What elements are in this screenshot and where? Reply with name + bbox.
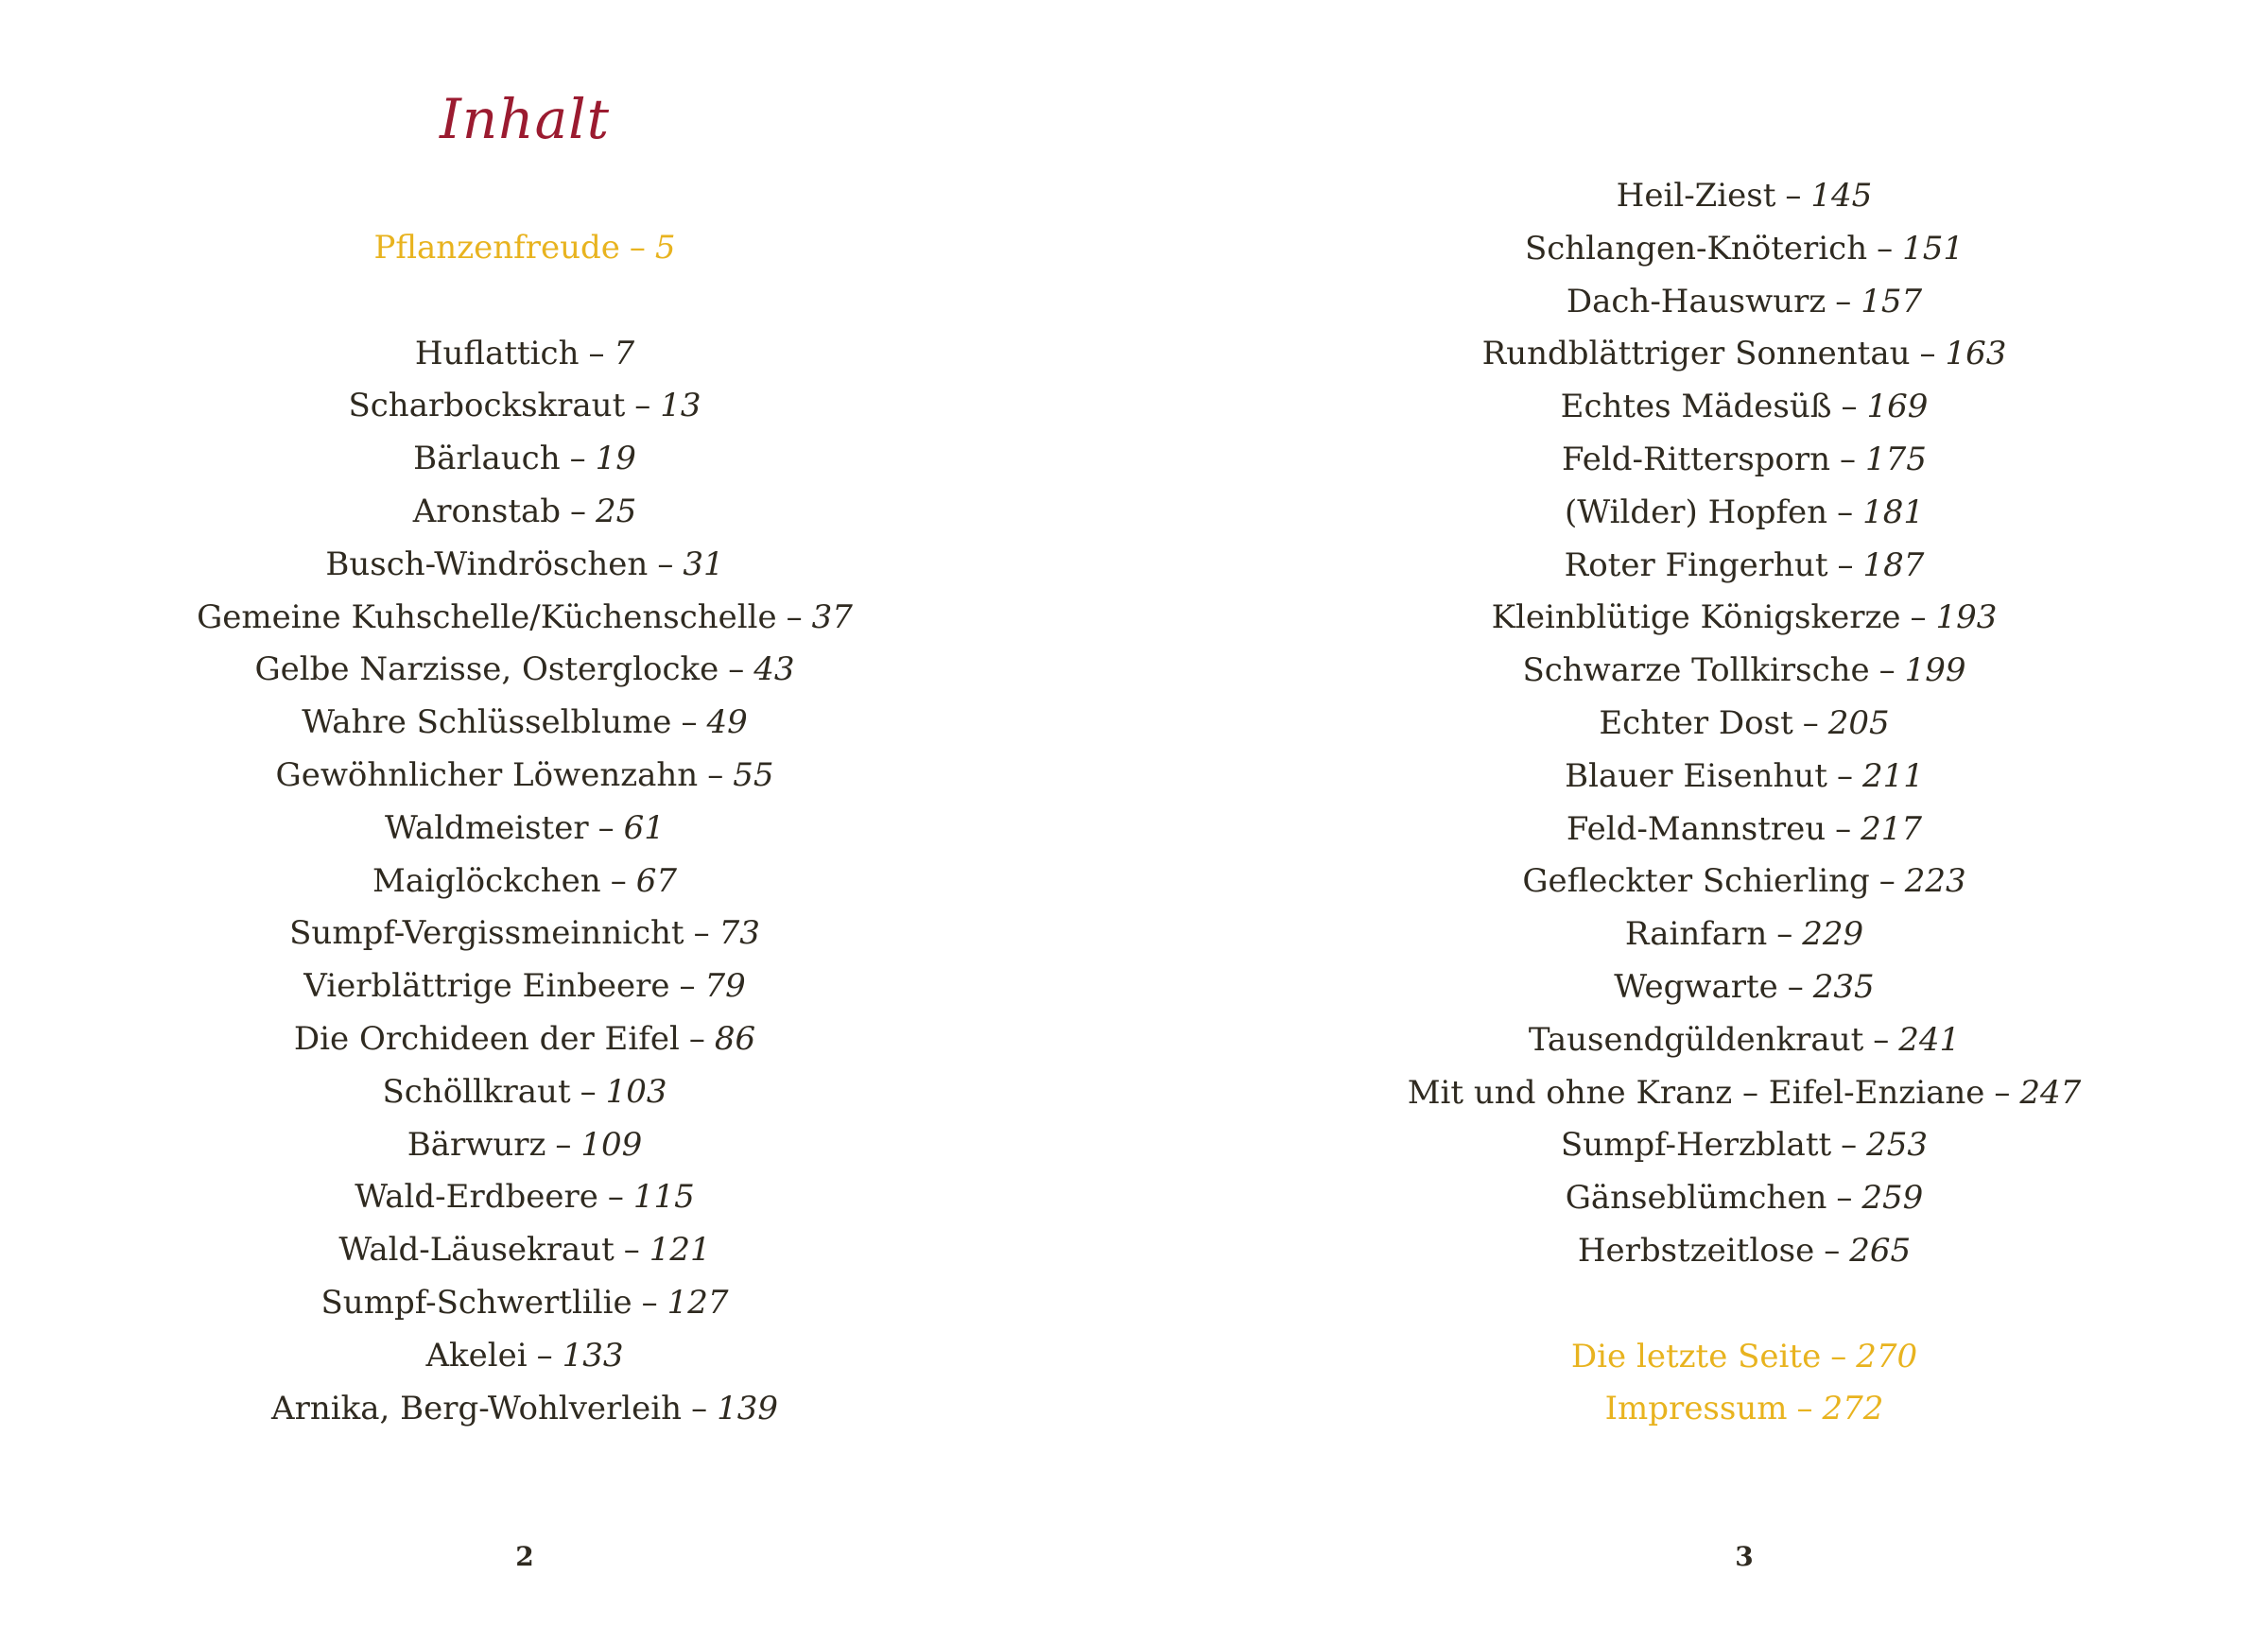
toc-entry-page: 169 — [1866, 388, 1929, 426]
toc-entry-dash: – — [728, 650, 745, 689]
toc-entry[interactable] — [0, 539, 1049, 592]
toc-entry[interactable] — [0, 433, 1049, 486]
toc-entry-page: 259 — [1861, 1179, 1924, 1218]
toc-entry-page: 211 — [1861, 756, 1924, 795]
toc-entry-dash: – — [555, 1125, 572, 1164]
toc-entry-dash: – — [1835, 809, 1852, 848]
toc-entry-page: 19 — [595, 440, 636, 478]
toc-entry-page: 31 — [683, 545, 724, 583]
toc-entry-label: Herbstzeitlose — [1577, 1231, 1815, 1270]
toc-entry[interactable] — [1220, 751, 2268, 804]
toc-entry-dash: – — [641, 1283, 658, 1322]
toc-entry-dash: – — [679, 967, 696, 1006]
toc-entry-dash: – — [1836, 1179, 1853, 1218]
toc-entry[interactable] — [1220, 276, 2268, 329]
toc-entry[interactable] — [1220, 1225, 2268, 1278]
toc-entry-dash: – — [1840, 440, 1857, 478]
toc-entry-page: 139 — [717, 1389, 778, 1427]
toc-entry-page: 270 — [1856, 1337, 1918, 1375]
toc-entry-label: Sumpf-Schwertlilie — [320, 1283, 632, 1322]
toc-entry-label: Rundblättriger Sonnentau — [1481, 335, 1911, 373]
toc-entry-label: Gelbe Narzisse, Osterglocke — [254, 650, 719, 689]
toc-entry-label: Gefleckter Schierling — [1522, 862, 1870, 901]
toc-entry-dash: – — [691, 1389, 708, 1427]
toc-entry[interactable] — [1220, 856, 2268, 908]
toc-entry-dash: – — [693, 914, 710, 953]
toc-entry[interactable] — [0, 592, 1049, 645]
toc-entry-page: 86 — [714, 1019, 756, 1058]
left-page — [0, 0, 1049, 1626]
toc-entry-page: 205 — [1827, 703, 1890, 742]
toc-entry-label: Impressum — [1604, 1390, 1788, 1428]
toc-entry-dash: – — [1994, 1073, 2011, 1112]
toc-entry-dash: – — [681, 703, 698, 742]
toc-entry-dash: – — [1785, 177, 1802, 215]
toc-entry-dash: – — [1836, 756, 1853, 795]
toc-entry-label: Dach-Hauswurz — [1566, 282, 1827, 320]
toc-entry[interactable] — [0, 328, 1049, 381]
toc-entry-page: 151 — [1902, 229, 1965, 268]
toc-entry-label: Wald-Läusekraut — [338, 1231, 615, 1270]
toc-entry-label: Aronstab — [412, 492, 562, 530]
toc-entry-page: 187 — [1862, 545, 1925, 584]
toc-list-right — [1220, 170, 2268, 1436]
toc-entry-page: 61 — [623, 808, 665, 847]
toc-entry-label: Scharbockskraut — [348, 387, 626, 425]
toc-entry-page: 7 — [614, 334, 635, 372]
toc-entry-label: Sumpf-Herzblatt — [1560, 1126, 1832, 1165]
toc-entry-label: Busch-Windröschen — [325, 545, 649, 583]
toc-entry-page: 241 — [1898, 1020, 1961, 1059]
toc-entry-page: 145 — [1810, 177, 1873, 215]
toc-entry[interactable] — [0, 1224, 1049, 1277]
toc-entry-page: 163 — [1945, 335, 2007, 373]
toc-entry[interactable] — [1220, 540, 2268, 593]
toc-entry-dash: – — [1919, 335, 1936, 373]
toc-entry-page: 127 — [667, 1283, 729, 1322]
toc-entry-page: 103 — [605, 1072, 667, 1111]
toc-entry[interactable] — [1220, 961, 2268, 1014]
toc-entry[interactable] — [1220, 592, 2268, 645]
toc-entry-page: 73 — [718, 914, 760, 953]
toc-entry-dash: – — [634, 387, 651, 425]
toc-entry-dash: – — [1878, 651, 1896, 690]
toc-entry-page: 67 — [635, 861, 677, 900]
toc-entry-label: Echtes Mädesüß — [1560, 388, 1832, 426]
toc-entry-dash: – — [1796, 1390, 1813, 1428]
toc-entry[interactable] — [1220, 1172, 2268, 1225]
toc-entry-dash: – — [597, 808, 615, 847]
toc-entry-label: Roter Fingerhut — [1564, 545, 1828, 584]
toc-entry-page: 229 — [1802, 915, 1864, 954]
toc-entry-label: Bärwurz — [407, 1125, 546, 1164]
toc-entry-dash: – — [1835, 282, 1852, 320]
toc-entry-label: Wald-Erdbeere — [355, 1178, 598, 1217]
toc-entry[interactable] — [0, 960, 1049, 1013]
toc-entry[interactable] — [0, 1171, 1049, 1224]
toc-entry-label: Vierblättrige Einbeere — [303, 967, 670, 1006]
toc-entry[interactable] — [1220, 170, 2268, 223]
toc-list-left — [0, 222, 1049, 1435]
toc-entry[interactable] — [1220, 328, 2268, 381]
toc-entry[interactable] — [1220, 381, 2268, 434]
toc-entry-label: Wegwarte — [1614, 967, 1778, 1006]
toc-spacer — [1220, 1278, 2268, 1331]
toc-entry-label: Mit und ohne Kranz – Eifel-Enziane — [1407, 1073, 1985, 1112]
toc-entry[interactable] — [1220, 434, 2268, 487]
toc-entry[interactable] — [0, 222, 1049, 275]
toc-entry[interactable] — [0, 1119, 1049, 1172]
toc-entry[interactable] — [0, 1277, 1049, 1330]
toc-entry-label: Waldmeister — [385, 808, 589, 847]
toc-entry-label: Schwarze Tollkirsche — [1522, 651, 1870, 690]
toc-entry-dash: – — [1873, 1020, 1890, 1059]
toc-entry[interactable] — [0, 697, 1049, 750]
toc-entry[interactable] — [1220, 1014, 2268, 1067]
page-number-left: 2 — [515, 1541, 534, 1572]
toc-entry-label: Echter Dost — [1599, 703, 1793, 742]
toc-entry-dash: – — [536, 1336, 553, 1375]
toc-entry[interactable] — [0, 856, 1049, 908]
toc-entry-label: Die letzte Seite — [1570, 1337, 1822, 1375]
toc-entry-page: 175 — [1865, 440, 1927, 478]
toc-entry-dash: – — [1841, 388, 1858, 426]
toc-entry-label: Heil-Ziest — [1616, 177, 1776, 215]
toc-entry-dash: – — [1837, 545, 1854, 584]
toc-entry-label: Huflattich — [414, 334, 580, 372]
toc-entry-page: 199 — [1904, 651, 1966, 690]
toc-entry-label: Gemeine Kuhschelle/Küchenschelle — [197, 597, 777, 636]
toc-entry-page: 109 — [580, 1125, 643, 1164]
toc-entry-label: Feld-Mannstreu — [1566, 809, 1827, 848]
toc-entry-label: Sumpf-Vergissmeinnicht — [289, 914, 684, 953]
toc-entry-page: 55 — [733, 755, 774, 794]
toc-entry-page: 223 — [1904, 862, 1966, 901]
toc-entry[interactable] — [1220, 1119, 2268, 1172]
toc-entry[interactable] — [0, 1013, 1049, 1066]
toc-entry-label: Schlangen-Knöterich — [1524, 229, 1868, 268]
toc-entry-label: Feld-Rittersporn — [1562, 440, 1831, 478]
toc-entry-dash: – — [1802, 703, 1819, 742]
toc-entry-label: Rainfarn — [1624, 915, 1768, 954]
toc-entry-page: 25 — [596, 492, 637, 530]
toc-entry-label: Pflanzenfreude — [373, 229, 620, 267]
toc-entry[interactable] — [0, 750, 1049, 803]
toc-entry-label: Arnika, Berg-Wohlverleih — [271, 1389, 683, 1427]
toc-entry[interactable] — [0, 908, 1049, 960]
toc-entry-page: 37 — [811, 597, 853, 636]
toc-entry-page: 217 — [1861, 809, 1923, 848]
toc-entry-page: 253 — [1866, 1126, 1929, 1165]
toc-entry-label: Bärlauch — [413, 440, 561, 478]
toc-entry-dash: – — [570, 492, 587, 530]
toc-entry-dash: – — [1910, 598, 1927, 637]
toc-entry-page: 79 — [704, 967, 746, 1006]
toc-entry-dash: – — [623, 1231, 640, 1270]
toc-entry-page: 49 — [706, 703, 748, 742]
toc-entry[interactable] — [1220, 1067, 2268, 1120]
toc-entry[interactable] — [0, 380, 1049, 433]
toc-entry[interactable] — [1220, 698, 2268, 751]
toc-entry-dash: – — [1787, 967, 1804, 1006]
toc-entry-page: 157 — [1861, 282, 1923, 320]
toc-entry[interactable] — [0, 486, 1049, 539]
toc-entry-dash: – — [657, 545, 674, 583]
toc-entry-dash: – — [786, 597, 803, 636]
toc-entry-label: Blauer Eisenhut — [1565, 756, 1827, 795]
toc-entry-dash: – — [1776, 915, 1793, 954]
toc-entry[interactable] — [0, 1330, 1049, 1383]
toc-entry-page: 193 — [1935, 598, 1998, 637]
toc-entry-dash: – — [1877, 229, 1894, 268]
toc-entry[interactable] — [0, 1383, 1049, 1436]
toc-entry[interactable] — [1220, 1383, 2268, 1436]
toc-entry-label: Akelei — [425, 1336, 528, 1375]
toc-entry-page: 43 — [753, 650, 795, 689]
toc-entry-dash: – — [588, 334, 605, 372]
toc-entry[interactable] — [0, 1066, 1049, 1119]
toc-entry[interactable] — [0, 644, 1049, 697]
toc-entry-label: Gewöhnlicher Löwenzahn — [275, 755, 699, 794]
toc-entry-label: Gänseblümchen — [1565, 1179, 1827, 1218]
toc-entry-dash: – — [569, 440, 586, 478]
toc-entry[interactable] — [1220, 487, 2268, 540]
right-page — [1220, 0, 2268, 1626]
toc-entry-dash: – — [607, 1178, 624, 1217]
toc-entry-page: 181 — [1862, 493, 1924, 531]
toc-entry-page: 5 — [654, 229, 676, 267]
toc-entry-label: Maiglöckchen — [372, 861, 601, 900]
toc-entry-dash: – — [1824, 1231, 1841, 1270]
toc-entry-label: Schöllkraut — [382, 1072, 571, 1111]
toc-entry-dash: – — [1841, 1126, 1858, 1165]
toc-entry-page: 272 — [1822, 1390, 1884, 1428]
toc-entry-dash: – — [580, 1072, 597, 1111]
toc-entry-dash: – — [1837, 493, 1854, 531]
toc-entry[interactable] — [1220, 804, 2268, 856]
toc-entry[interactable] — [1220, 645, 2268, 698]
toc-entry-dash: – — [688, 1019, 705, 1058]
toc-entry[interactable] — [1220, 223, 2268, 276]
toc-entry-page: 13 — [660, 387, 701, 425]
toc-entry-label: Tausendgüldenkraut — [1528, 1020, 1864, 1059]
toc-entry-page: 235 — [1812, 967, 1875, 1006]
toc-entry-dash: – — [610, 861, 627, 900]
page-number-right: 3 — [1735, 1541, 1754, 1572]
toc-entry-page: 133 — [562, 1336, 624, 1375]
toc-entry-page: 115 — [632, 1178, 695, 1217]
toc-entry-page: 265 — [1849, 1231, 1912, 1270]
toc-entry[interactable] — [0, 803, 1049, 856]
toc-entry-dash: – — [707, 755, 724, 794]
toc-entry-page: 247 — [2019, 1073, 2082, 1112]
toc-spacer — [0, 275, 1049, 328]
toc-entry-page: 121 — [649, 1231, 711, 1270]
toc-title: Inhalt — [439, 87, 611, 151]
toc-entry-label: Kleinblütige Königskerze — [1491, 598, 1901, 637]
toc-entry-dash: – — [1878, 862, 1896, 901]
toc-entry[interactable] — [1220, 1331, 2268, 1384]
toc-entry-dash: – — [1830, 1337, 1847, 1375]
toc-entry[interactable] — [1220, 908, 2268, 961]
toc-entry-label: Wahre Schlüsselblume — [302, 703, 672, 742]
toc-entry-label: Die Orchideen der Eifel — [293, 1019, 680, 1058]
toc-entry-dash: – — [629, 229, 646, 267]
toc-entry-label: (Wilder) Hopfen — [1565, 493, 1828, 531]
